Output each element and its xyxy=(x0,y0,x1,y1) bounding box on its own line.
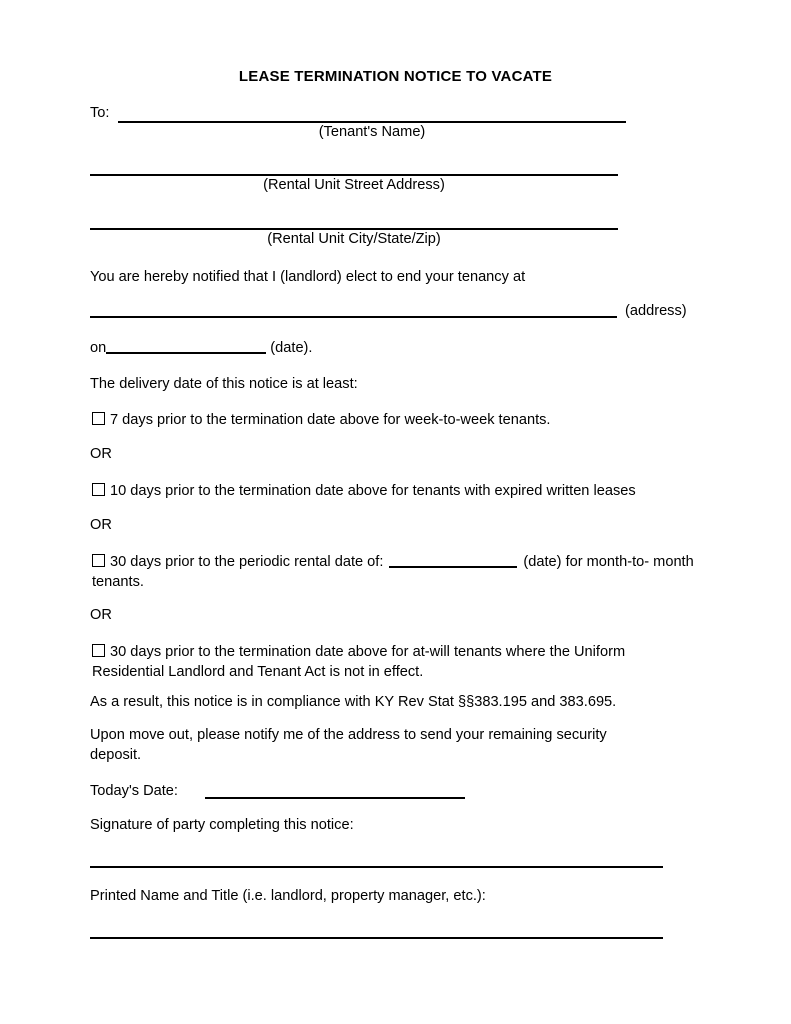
compliance-statement: As a result, this notice is in compliance with KY Rev Stat §§383.195 and 383.695. xyxy=(90,694,617,710)
todays-date-field[interactable] xyxy=(205,797,465,799)
option-at-will-label-line1: 30 days prior to the termination date above for at-will tenants where the Uniform xyxy=(110,644,626,660)
periodic-rental-date-field[interactable] xyxy=(389,566,517,568)
checkbox-at-will[interactable] xyxy=(92,644,105,657)
on-date-line xyxy=(90,338,312,358)
date-tag: (date). xyxy=(270,340,313,356)
checkbox-month-to-month[interactable] xyxy=(92,554,105,567)
option-week-to-week-label: 7 days prior to the termination date above for week-to-week tenants. xyxy=(110,412,551,428)
printed-name-field[interactable] xyxy=(90,937,663,939)
page-title: LEASE TERMINATION NOTICE TO VACATE xyxy=(238,68,553,85)
or-separator-3: OR xyxy=(90,607,112,623)
signature-field[interactable] xyxy=(90,866,663,868)
option-expired-written-lease[interactable] xyxy=(92,481,732,501)
option-month-to-month-label-before: 30 days prior to the periodic rental date of: xyxy=(110,554,384,570)
option-month-to-month-label-wrap: month tenants. xyxy=(92,554,694,590)
notice-intro-text: You are hereby notified that I (landlord) elect to end your tenancy at xyxy=(90,269,526,285)
city-state-zip-caption: (Rental Unit City/State/Zip) xyxy=(267,231,441,247)
printed-name-label: Printed Name and Title (i.e. landlord, property manager, etc.): xyxy=(90,888,486,904)
street-address-caption: (Rental Unit Street Address) xyxy=(263,177,445,193)
delivery-intro-text: The delivery date of this notice is at least: xyxy=(90,376,358,392)
signature-label: Signature of party completing this notice: xyxy=(90,817,354,833)
option-month-to-month-label-after: (date) for month-to- xyxy=(523,554,650,570)
todays-date-label: Today's Date: xyxy=(90,783,178,799)
on-label: on xyxy=(90,340,107,356)
address-field[interactable] xyxy=(90,316,617,318)
termination-date-field[interactable] xyxy=(106,352,266,354)
move-out-statement: Upon move out, please notify me of the address to send your remaining security deposit. xyxy=(90,727,607,763)
option-week-to-week[interactable] xyxy=(92,410,712,430)
street-address-field[interactable] xyxy=(90,174,618,176)
tenant-name-field[interactable] xyxy=(118,121,626,123)
to-label: To: xyxy=(90,105,110,121)
or-separator-2: OR xyxy=(90,517,112,533)
option-month-to-month[interactable] xyxy=(92,552,702,592)
checkbox-week-to-week[interactable] xyxy=(92,412,105,425)
checkbox-expired-written-lease[interactable] xyxy=(92,483,105,496)
option-at-will-label-line2: Residential Landlord and Tenant Act is not in effect. xyxy=(92,664,424,680)
or-separator-1: OR xyxy=(90,446,112,462)
option-at-will[interactable] xyxy=(92,642,682,682)
option-expired-written-lease-label: 10 days prior to the termination date above for tenants with expired written leases xyxy=(110,483,636,499)
tenant-name-caption: (Tenant's Name) xyxy=(318,124,426,140)
address-tag: (address) xyxy=(625,303,687,319)
city-state-zip-field[interactable] xyxy=(90,228,618,230)
